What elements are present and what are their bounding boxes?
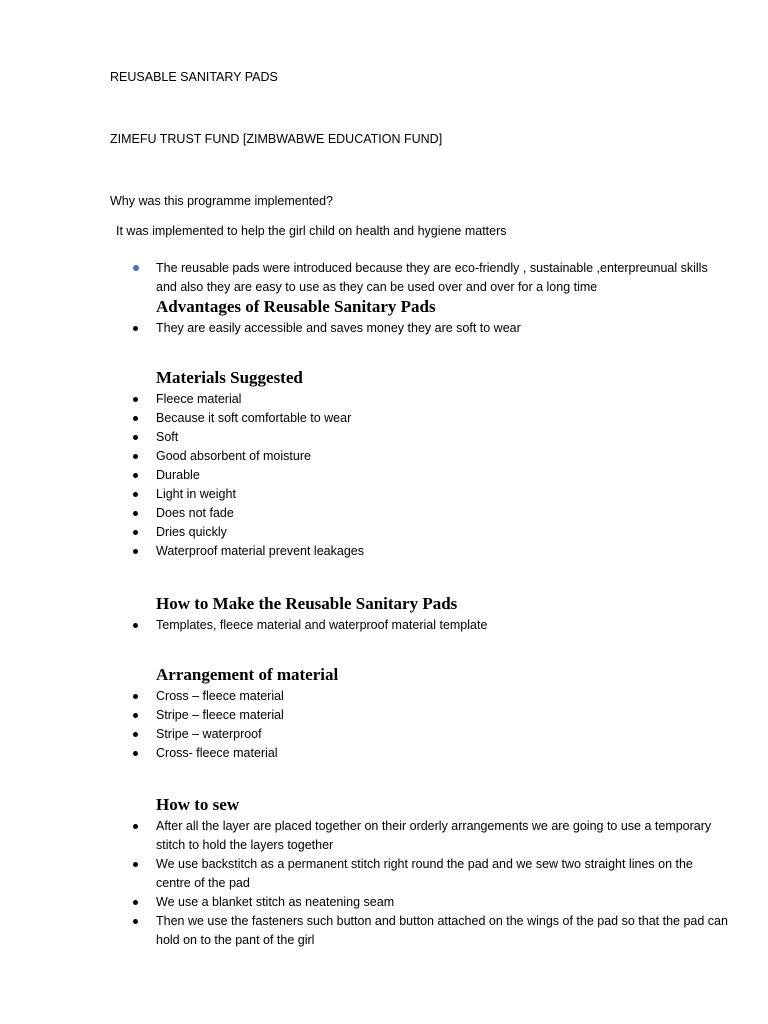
list-item <box>0 893 768 912</box>
how-to-sew-list <box>0 817 768 950</box>
list-item-text: Does not fade <box>156 506 234 520</box>
list-item <box>0 616 768 635</box>
answer-text: It was implemented to help the girl child on health and hygiene matters <box>116 224 507 238</box>
list-item <box>0 447 768 466</box>
list-item <box>0 912 768 950</box>
bullet-icon <box>133 473 138 478</box>
list-item <box>0 542 768 561</box>
list-item-text: Good absorbent of moisture <box>156 449 311 463</box>
list-item <box>0 504 768 523</box>
bullet-icon <box>133 732 138 737</box>
list-item-text: Dries quickly <box>156 525 227 539</box>
bullet-icon <box>133 751 138 756</box>
bullet-icon <box>133 713 138 718</box>
document-title: REUSABLE SANITARY PADS <box>110 70 278 84</box>
list-item-text: Waterproof material prevent leakages <box>156 544 364 558</box>
section-heading-arrangement: Arrangement of material <box>156 665 339 684</box>
list-item-text: Cross- fleece material <box>156 746 278 760</box>
list-item <box>0 687 768 706</box>
bullet-icon <box>133 416 138 421</box>
bullet-icon <box>133 492 138 497</box>
list-item <box>0 466 768 485</box>
bullet-icon <box>133 326 138 331</box>
list-item-text: Soft <box>156 430 179 444</box>
how-to-make-list <box>0 616 768 635</box>
advantages-list <box>0 319 768 338</box>
bullet-icon <box>133 623 138 628</box>
bullet-icon <box>133 824 138 829</box>
section-heading-advantages: Advantages of Reusable Sanitary Pads <box>156 297 436 316</box>
arrangement-list <box>0 687 768 763</box>
bullet-icon <box>133 265 139 271</box>
bullet-icon <box>133 694 138 699</box>
question-text: Why was this programme implemented? <box>110 194 333 208</box>
bullet-icon <box>133 862 138 867</box>
list-item-text: The reusable pads were introduced because they are eco-friendly , sustainable ,enterpreunual skills and also they are easy to use as they can be used over and over for a long time <box>156 261 708 294</box>
list-item-text: Stripe – fleece material <box>156 708 284 722</box>
list-item <box>0 409 768 428</box>
bullet-icon <box>133 549 138 554</box>
list-item <box>0 259 768 297</box>
list-item <box>0 855 768 893</box>
list-item-text: Fleece material <box>156 392 242 406</box>
intro-bullet-list <box>0 259 768 297</box>
list-item-text: We use backstitch as a permanent stitch right round the pad and we sew two straight lines on the centre of the pad <box>156 857 693 890</box>
list-item-text: Stripe – waterproof <box>156 727 262 741</box>
list-item-text: Light in weight <box>156 487 236 501</box>
list-item <box>0 817 768 855</box>
list-item <box>0 523 768 542</box>
section-heading-materials: Materials Suggested <box>156 368 303 387</box>
materials-list <box>0 390 768 561</box>
list-item-text: Cross – fleece material <box>156 689 284 703</box>
section-heading-how-to-sew: How to sew <box>156 795 240 814</box>
list-item-text: They are easily accessible and saves money they are soft to wear <box>156 321 521 335</box>
bullet-icon <box>133 435 138 440</box>
list-item-text: Then we use the fasteners such button and button attached on the wings of the pad so that the pad can hold on to the pant of the girl <box>156 914 728 947</box>
bullet-icon <box>133 511 138 516</box>
list-item <box>0 428 768 447</box>
list-item <box>0 706 768 725</box>
list-item-text: Because it soft comfortable to wear <box>156 411 352 425</box>
list-item <box>0 319 768 338</box>
bullet-icon <box>133 530 138 535</box>
list-item <box>0 390 768 409</box>
list-item-text: After all the layer are placed together on their orderly arrangements we are going to use a temporary stitch to hold the layers together <box>156 819 712 852</box>
bullet-icon <box>133 900 138 905</box>
list-item-text: Templates, fleece material and waterproof material template <box>156 618 488 632</box>
list-item <box>0 725 768 744</box>
list-item-text: We use a blanket stitch as neatening seam <box>156 895 395 909</box>
bullet-icon <box>133 454 138 459</box>
list-item <box>0 744 768 763</box>
list-item <box>0 485 768 504</box>
section-heading-how-to-make: How to Make the Reusable Sanitary Pads <box>156 594 458 613</box>
bullet-icon <box>133 919 138 924</box>
organization-name: ZIMEFU TRUST FUND [ZIMBWABWE EDUCATION FUND] <box>110 132 443 146</box>
list-item-text: Durable <box>156 468 200 482</box>
bullet-icon <box>133 397 138 402</box>
